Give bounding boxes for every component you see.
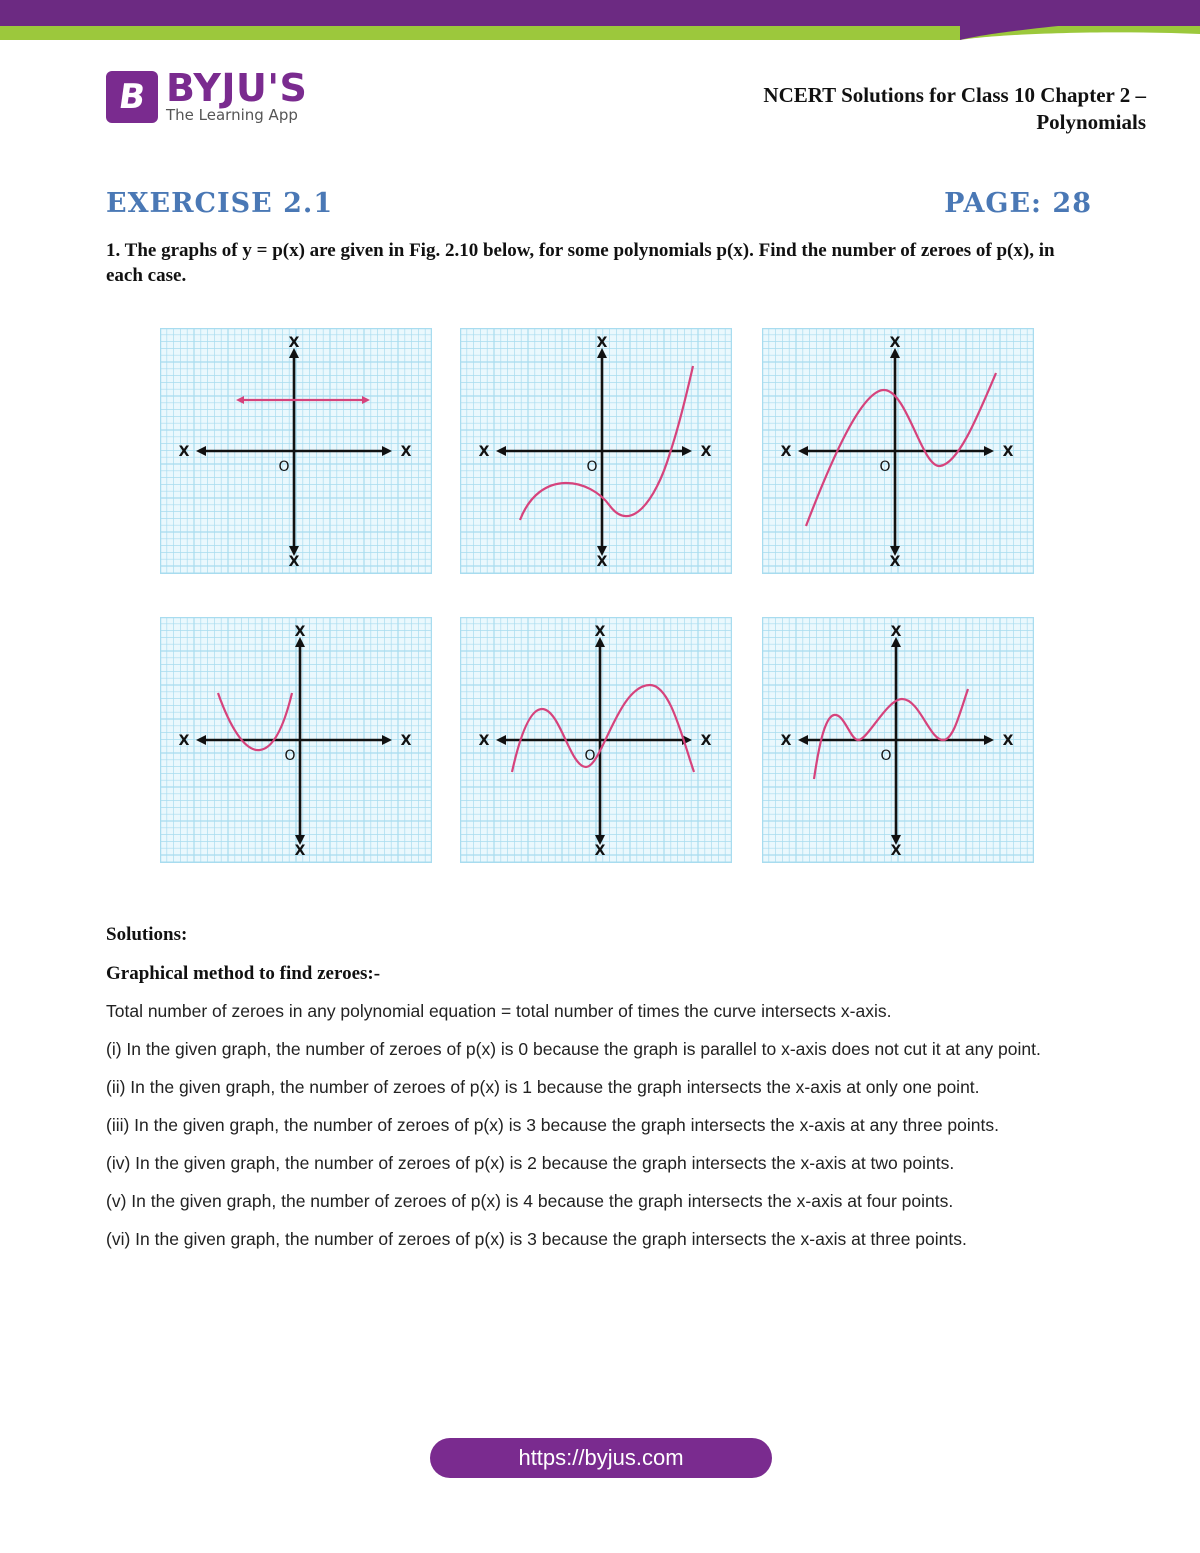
axis-label-left: X: [780, 733, 792, 749]
graph-figure: [160, 617, 432, 863]
graph-figure: [762, 328, 1034, 574]
graph-i: [160, 328, 432, 574]
method-heading: Graphical method to find zeroes:-: [106, 963, 381, 984]
top-decorative-band: [0, 0, 1200, 46]
solutions-heading: Solutions:: [106, 924, 188, 945]
graph-figure: [762, 617, 1034, 863]
axis-label-right: X: [1002, 444, 1014, 460]
origin-label: O: [586, 459, 598, 475]
solution-item: (vi) In the given graph, the number of zeroes of p(x) is 3 because the graph intersects the x-axis at three points.: [106, 1229, 967, 1249]
axis-label-right: X: [400, 444, 412, 460]
axis-label-top: X: [288, 335, 300, 351]
origin-label: O: [584, 748, 596, 764]
question-text: 1. The graphs of y = p(x) are given in Fig. 2.10 below, for some polynomials p(x). Find the number of zeroes of p(x), in each case.: [106, 240, 1055, 286]
axis-label-left: X: [478, 733, 490, 749]
document-title-line1: NCERT Solutions for Class 10 Chapter 2 –: [763, 83, 1146, 107]
solution-item: (v) In the given graph, the number of zeroes of p(x) is 4 because the graph intersects the x-axis at four points.: [106, 1191, 954, 1211]
axis-label-bottom: X: [596, 554, 608, 570]
solution-item: (ii) In the given graph, the number of zeroes of p(x) is 1 because the graph intersects the x-axis at only one point.: [106, 1077, 980, 1097]
axis-label-bottom: X: [288, 554, 300, 570]
document-title-line2: Polynomials: [1036, 110, 1146, 134]
axis-label-left: X: [178, 733, 190, 749]
axis-label-top: X: [889, 335, 901, 351]
logo-mark: [106, 71, 158, 123]
graph-figure: [460, 328, 732, 574]
axis-label-left: X: [478, 444, 490, 460]
graph-ii: [460, 328, 732, 574]
footer-url-link[interactable]: https://byjus.com: [430, 1438, 772, 1478]
graph-vi: [762, 617, 1034, 863]
axis-label-left: X: [178, 444, 190, 460]
solution-item: (iii) In the given graph, the number of zeroes of p(x) is 3 because the graph intersects the x-axis at any three points.: [106, 1115, 999, 1135]
solutions-section: [106, 922, 1096, 1266]
byjus-logo: [106, 66, 308, 124]
axis-label-left: X: [780, 444, 792, 460]
axis-label-top: X: [596, 335, 608, 351]
axis-label-bottom: X: [594, 843, 606, 859]
axis-label-bottom: X: [889, 554, 901, 570]
graph-figure: [460, 617, 732, 863]
axis-label-right: X: [700, 444, 712, 460]
axis-label-right: X: [1002, 733, 1014, 749]
brand-tagline: The Learning App: [166, 106, 298, 124]
origin-label: O: [879, 459, 891, 475]
graph-iii: [762, 328, 1034, 574]
origin-label: O: [284, 748, 296, 764]
solutions-intro: Total number of zeroes in any polynomial equation = total number of times the curve intersects x-axis.: [106, 1001, 892, 1021]
brand-name: BYJU'S: [166, 66, 308, 110]
graph-figure: [160, 328, 432, 574]
logo-letter: B: [116, 77, 148, 117]
origin-label: O: [278, 459, 290, 475]
axis-label-top: X: [294, 624, 306, 640]
axis-label-top: X: [890, 624, 902, 640]
page-number: PAGE: 28: [944, 188, 1092, 219]
axis-label-bottom: X: [890, 843, 902, 859]
graph-iv: [160, 617, 432, 863]
solution-item: (iv) In the given graph, the number of zeroes of p(x) is 2 because the graph intersects the x-axis at two points.: [106, 1153, 955, 1173]
axis-label-right: X: [700, 733, 712, 749]
solution-item: (i) In the given graph, the number of zeroes of p(x) is 0 because the graph is parallel to x-axis does not cut it at any point.: [106, 1039, 1041, 1059]
axis-label-top: X: [594, 624, 606, 640]
axis-label-right: X: [400, 733, 412, 749]
origin-label: O: [880, 748, 892, 764]
axis-label-bottom: X: [294, 843, 306, 859]
exercise-heading: EXERCISE 2.1: [106, 188, 334, 219]
graph-v: [460, 617, 732, 863]
document-title: [626, 82, 1146, 136]
